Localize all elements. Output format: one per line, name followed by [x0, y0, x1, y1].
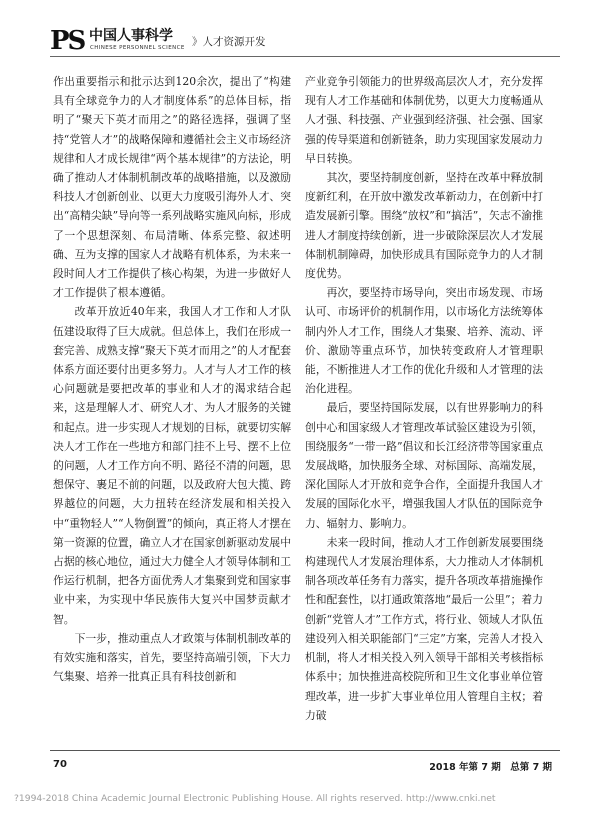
- paragraph: 下一步，推动重点人才政策与体制机制改革的有效实施和落实，首先，要坚持高端引领，下大力气集聚、培养一批真正具有科技创新和: [53, 631, 291, 684]
- journal-title-cn: 中国人事科学: [89, 28, 173, 44]
- left-column: [53, 72, 291, 687]
- journal-logo-mark: PS: [50, 26, 85, 56]
- header-rule: [50, 56, 560, 57]
- section-title: 》人才资源开发: [192, 36, 266, 48]
- page-header: [50, 26, 560, 56]
- journal-title-en: CHINESE PERSONNEL SCIENCE: [90, 45, 185, 51]
- paragraph: 再次，要坚持市场导向，突出市场发现、市场认可、市场评价的机制作用，以市场化方法统筹体制内外人才工作，围绕人才集聚、培养、流动、评价、激励等重点环节，加快转变政府人才管理职能，不断推进人才工作的优化升级和人才管理的法治化进程。: [305, 286, 543, 396]
- paragraph: 未来一段时间，推动人才工作创新发展要围绕构建现代人才发展治理体系，大力推动人才体制机制各项改革任务有力落实，提升各项改革措施操作性和配套性，以打通政策落地“最后一公里”；着力创新“党管人才”工作方式，将行业、领域人才队伍建设列入相关职能部门“三定”方案，完善人才投入机制，将人才相关投入列入领导干部相关考核指标体系中；加快推进高校院所和卫生文化事业单位管理改革，进一步扩大事业单位用人管理自主权；着力破: [305, 535, 543, 722]
- paragraph: 最后，要坚持国际发展，以有世界影响力的科创中心和国家级人才管理改革试验区建设为引领，围绕服务“一带一路”倡议和长江经济带等国家重点发展战略，加快服务全球、对标国际、高端发展，深化国际人才开放和竞争合作，全面提升我国人才发展的国际化水平，增强我国人才队伍的国际竞争力、辐射力、影响力。: [305, 401, 543, 530]
- footer-rule: [50, 750, 560, 751]
- copyright-notice: ?1994-2018 China Academic Journal Electronic Publishing House. All rights reserved. http://www.cnki.net: [14, 793, 496, 804]
- issue-info: 2018 年第 7 期 总第 7 期: [429, 762, 552, 773]
- page-number: 70: [53, 759, 67, 770]
- right-column: [305, 72, 543, 725]
- paragraph: 产业竞争引领能力的世界级高层次人才，充分发挥现有人才工作基础和体制优势，以更大力度畅通从人才强、科技强、产业强到经济强、社会强、国家强的传导渠道和创新链条，助力实现国家发展动力早日转换。: [305, 75, 543, 165]
- paragraph: 改革开放近40年来，我国人才工作和人才队伍建设取得了巨大成就。但总体上，我们在形成一套完善、成熟支撑“聚天下英才而用之”的人才配套体系方面还要付出更多努力。人才与人才工作的核心问题就是要把改革的事业和人才的渴求结合起来，这是理解人才、研究人才、为人才服务的关键和起点。进一步实现人才规划的目标，就要切实解决人才工作在一些地方和部门挂不上号、摆不上位的问题，人才工作方向不明、路径不清的问题，思想保守、裹足不前的问题，以及政府大包大揽、跨界越位的问题，大力扭转在经济发展和相关投入中“重物轻人”“人物倒置”的倾向，真正将人才摆在第一资源的位置，确立人才在国家创新驱动发展中占据的核心地位，通过大力健全人才领导体制和工作运行机制，把各方面优秀人才集聚到党和国家事业中来，为实现中华民族伟大复兴中国梦贡献才智。: [53, 305, 292, 626]
- paragraph: 作出重要指示和批示达到120余次，提出了“构建具有全球竞争力的人才制度体系”的总体目标，指明了“聚天下英才而用之”的路径选择，强调了坚持“党管人才”的战略保障和遵循社会主义市场经济规律和人才成长规律“两个基本规律”的方法论，明确了推动人才体制机制改革的战略措施，以及激励科技人才创新创业、以更大力度吸引海外人才、突出“高精尖缺”导向等一系列战略实施风向标，形成了一个思想深刻、布局清晰、体系完整、叙述明确、互为支撑的国家人才战略有机体系，为未来一段时间人才工作提供了核心构架，为进一步做好人才工作提供了根本遵循。: [53, 75, 291, 300]
- paragraph: 其次，要坚持制度创新，坚持在改革中释放制度新红利，在开放中激发改革新动力，在创新中打造发展新引擎。围绕“放权”和“搞活”，矢志不渝推进人才制度持续创新，进一步破除深层次人才发展体制机制障碍，加快形成具有国际竞争力的人才制度优势。: [305, 171, 544, 281]
